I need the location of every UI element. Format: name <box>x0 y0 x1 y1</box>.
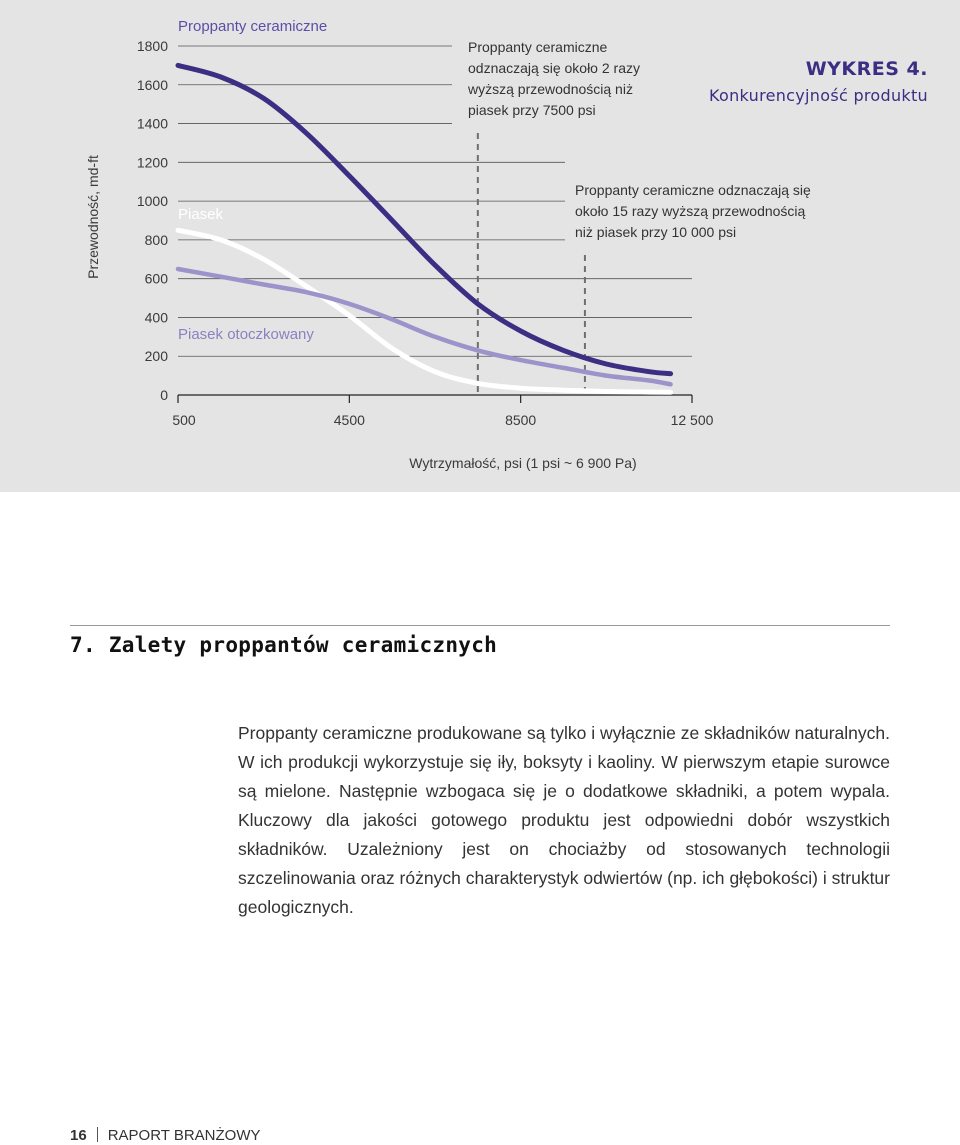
y-tick-label: 1800 <box>136 38 168 54</box>
annotation-2x-line: odznaczają się około 2 razy <box>468 60 640 76</box>
series-label-ceramic: Proppanty ceramiczne <box>178 18 328 35</box>
annotation-2x <box>468 37 640 121</box>
x-axis-title: Wytrzymałość, psi (1 psi ~ 6 900 Pa) <box>409 455 637 471</box>
y-tick-label: 600 <box>144 270 168 287</box>
y-axis-title: Przewodność, md-ft <box>85 155 101 279</box>
y-tick-label: 1000 <box>136 193 168 210</box>
x-tick-label: 8500 <box>505 412 537 428</box>
chart-title: WYKRES 4. <box>805 58 928 80</box>
section-divider <box>70 625 890 626</box>
y-tick-label: 400 <box>144 309 168 326</box>
annotation-15x-line: niż piasek przy 10 000 psi <box>575 224 737 240</box>
annotation-2x-line: wyższą przewodnością niż <box>468 81 633 97</box>
x-tick-label: 4500 <box>333 412 365 428</box>
x-tick-label: 12 500 <box>670 412 714 428</box>
x-tick-label: 500 <box>172 412 196 428</box>
annotation-2x-line: Proppanty ceramiczne <box>468 39 608 55</box>
chart-panel <box>0 0 960 492</box>
annotation-15x <box>575 180 811 243</box>
section-body-text: Proppanty ceramiczne produkowane są tylko i wyłącznie ze składników naturalnych. W ich produkcji wykorzystuje się iły, boksyty i kaoliny. W pierwszym etapie surowce są mielone. Następnie wzbogaca się je o dodatkowe składniki, a potem wypala. Kluczowy dla jakości gotowego produktu jest odpowiedni dobór wszystkich składników. Uzależniony jest on chociażby od stosowanych technologii szczelinowania oraz różnych charakterystyk odwiertów (np. ich głębokości) i struktur geologicznych. <box>238 723 890 917</box>
page-footer <box>70 1127 261 1144</box>
y-tick-label: 1400 <box>136 115 168 132</box>
section-heading: 7. Zalety proppantów ceramicznych <box>70 633 498 657</box>
series-label-sand: Piasek <box>178 206 224 223</box>
footer-separator <box>97 1127 98 1142</box>
annotation-2x-line: piasek przy 7500 psi <box>468 102 596 118</box>
y-tick-label: 0 <box>160 387 168 403</box>
y-tick-label: 200 <box>144 348 168 365</box>
page-number: 16 <box>70 1127 87 1144</box>
chart-title-block <box>709 58 928 105</box>
y-tick-label: 1600 <box>136 76 168 93</box>
y-tick-label: 800 <box>144 231 168 248</box>
annotation-15x-line: Proppanty ceramiczne odznaczają się <box>575 182 811 198</box>
series-label-coated-sand: Piasek otoczkowany <box>178 326 314 343</box>
chart-subtitle: Konkurencyjność produktu <box>709 86 928 105</box>
annotation-15x-line: około 15 razy wyższą przewodnością <box>575 203 806 219</box>
y-tick-label: 1200 <box>136 154 168 171</box>
publication-name: RAPORT BRANŻOWY <box>107 1127 261 1144</box>
